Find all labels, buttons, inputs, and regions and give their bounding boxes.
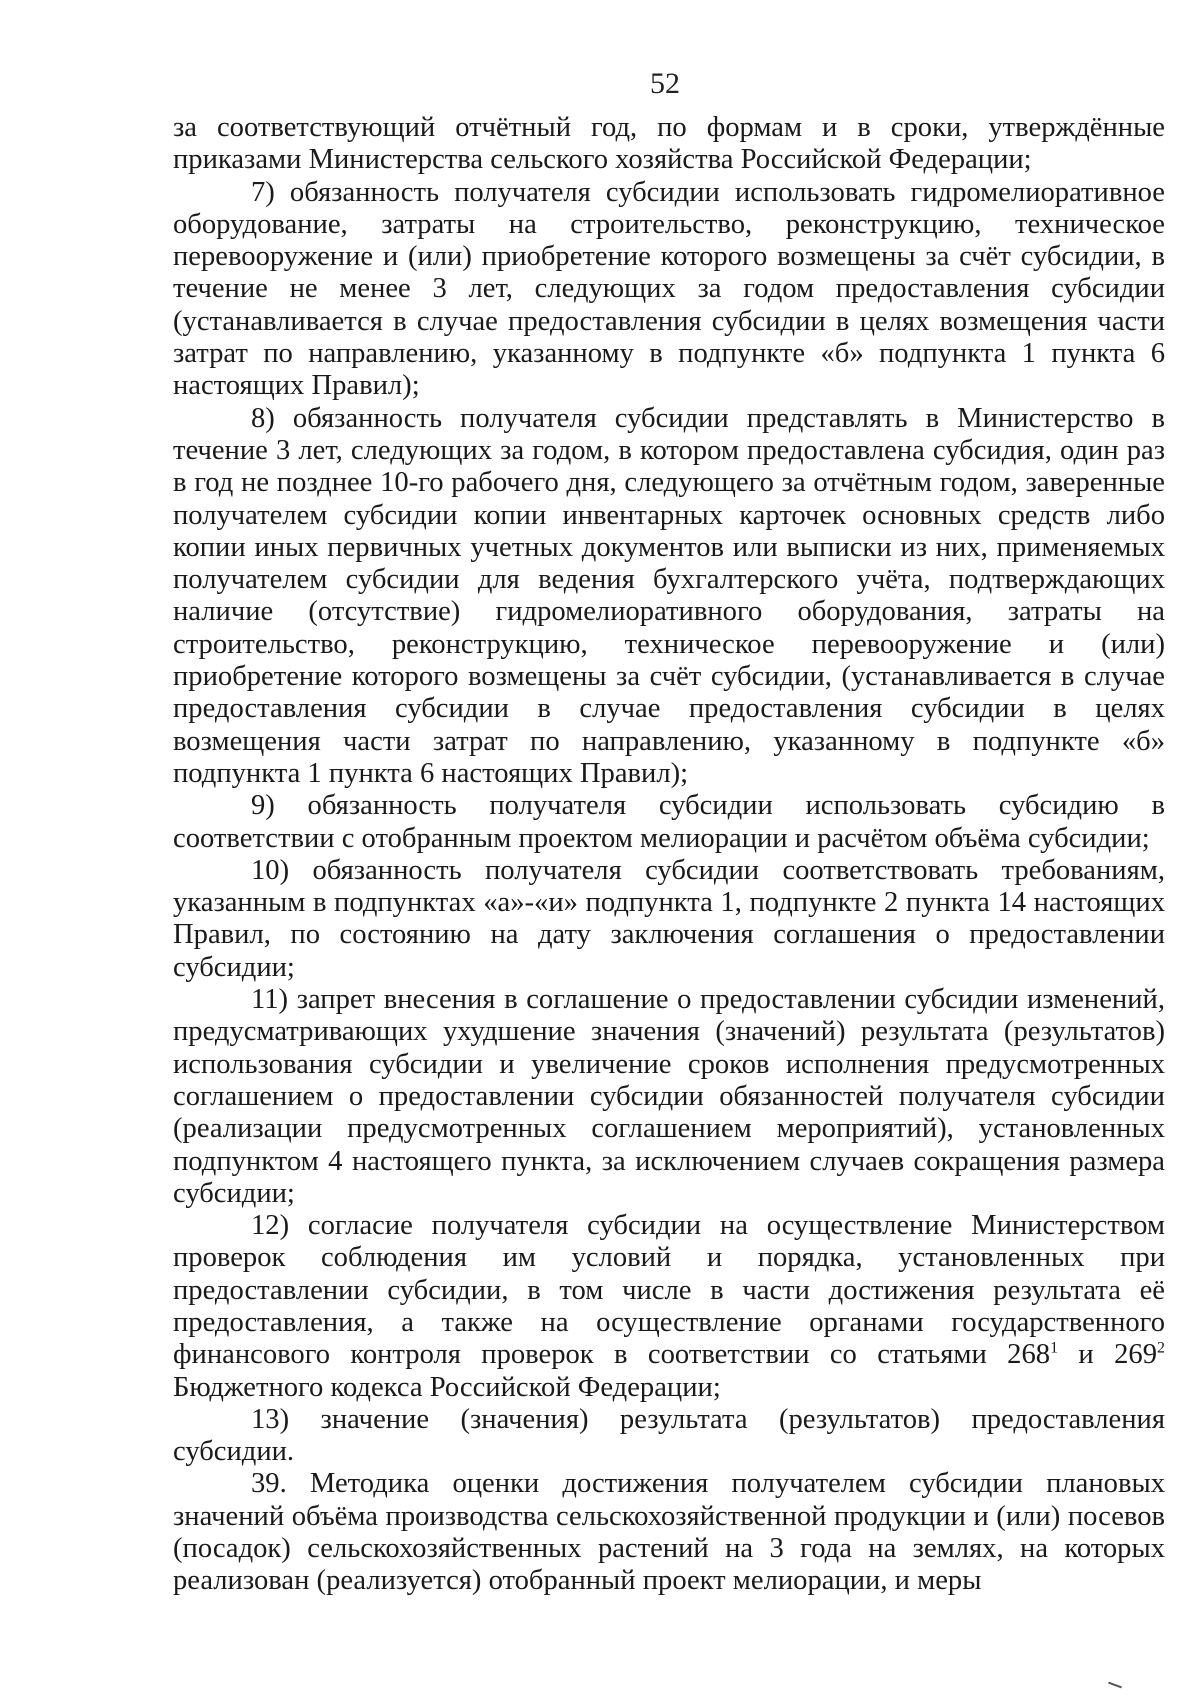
paragraph-item-12-text-c: Бюджетного кодекса Российской Федерации; [173, 1371, 721, 1403]
paragraph-item-11: 11) запрет внесения в соглашение о предоставлении субсидии изменений, предусматривающих ухудшение значения (значений) результата (результатов) использования субсидии и увеличение сроков исполнения предусмотренных соглашением о предоставлении субсидии обязанностей получателя субсидии (реализации предусмотренных соглашением мероприятий), установленных подпунктом 4 настоящего пункта, за исключением случаев сокращения размера субсидии; [173, 984, 1165, 1209]
paragraph-39: 39. Методика оценки достижения получателем субсидии плановых значений объёма производства сельскохозяйственной продукции и (или) посевов (посадок) сельскохозяйственных растений на 3 года на землях, на которых реализован (реализуется) отобранный проект мелиорации, и меры [173, 1468, 1165, 1597]
paragraph-item-7: 7) обязанность получателя субсидии использовать гидромелиоративное оборудование, затраты на строительство, реконструкцию, техническое перевооружение и (или) приобретение которого возмещены за счёт субсидии, в течение не менее 3 лет, следующих за годом предоставления субсидии (устанавливается в случае предоставления субсидии в целях возмещения части затрат по направлению, указанному в подпункте «б» подпункта 1 пункта 6 настоящих Правил); [173, 176, 1165, 402]
paragraph-item-12-text-a: 12) согласие получателя субсидии на осуществление Министерством проверок соблюдения им условий и порядка, установленных при предоставлении субсидии, в том числе в части достижения результата её предоставления, а также на осуществление органами государственного финансового контроля проверок в соответствии со статьями 268 [173, 1210, 1165, 1371]
paragraph-item-12 [173, 1210, 1165, 1404]
superscript-2: 2 [1157, 1339, 1165, 1357]
scan-mark [1108, 1682, 1122, 1689]
paragraph-continuation: за соответствующий отчётный год, по формам и в сроки, утверждённые приказами Министерства сельского хозяйства Российской Федерации; [173, 112, 1165, 176]
superscript-1: 1 [1050, 1339, 1059, 1357]
paragraph-item-10: 10) обязанность получателя субсидии соответствовать требованиям, указанным в подпунктах «а»-«и» подпункта 1, подпункте 2 пункта 14 настоящих Правил, по состоянию на дату заключения соглашения о предоставлении субсидии; [173, 854, 1165, 983]
page-number: 52 [650, 67, 680, 100]
paragraph-item-8: 8) обязанность получателя субсидии представлять в Министерство в течение 3 лет, следующих за годом, в котором предоставлена субсидия, один раз в год не позднее 10-го рабочего дня, следующего за отчётным годом, заверенные получателем субсидии копии инвентарных карточек основных средств либо копии иных первичных учетных документов или выписки из них, применяемых получателем субсидии для ведения бухгалтерского учёта, подтверждающих наличие (отсутствие) гидромелиоративного оборудования, затраты на строительство, реконструкцию, техническое перевооружение и (или) приобретение которого возмещены за счёт субсидии, (устанавливается в случае предоставления субсидии в случае предоставления субсидии в целях возмещения части затрат по направлению, указанному в подпункте «б» подпункта 1 пункта 6 настоящих Правил); [173, 402, 1165, 789]
paragraph-item-12-text-b: и 269 [1058, 1339, 1157, 1371]
paragraph-item-9: 9) обязанность получателя субсидии использовать субсидию в соответствии с отобранным проектом мелиорации и расчётом объёма субсидии; [173, 790, 1165, 854]
paragraph-item-13: 13) значение (значения) результата (результатов) предоставления субсидии. [173, 1403, 1165, 1468]
document-body [173, 112, 1165, 1598]
